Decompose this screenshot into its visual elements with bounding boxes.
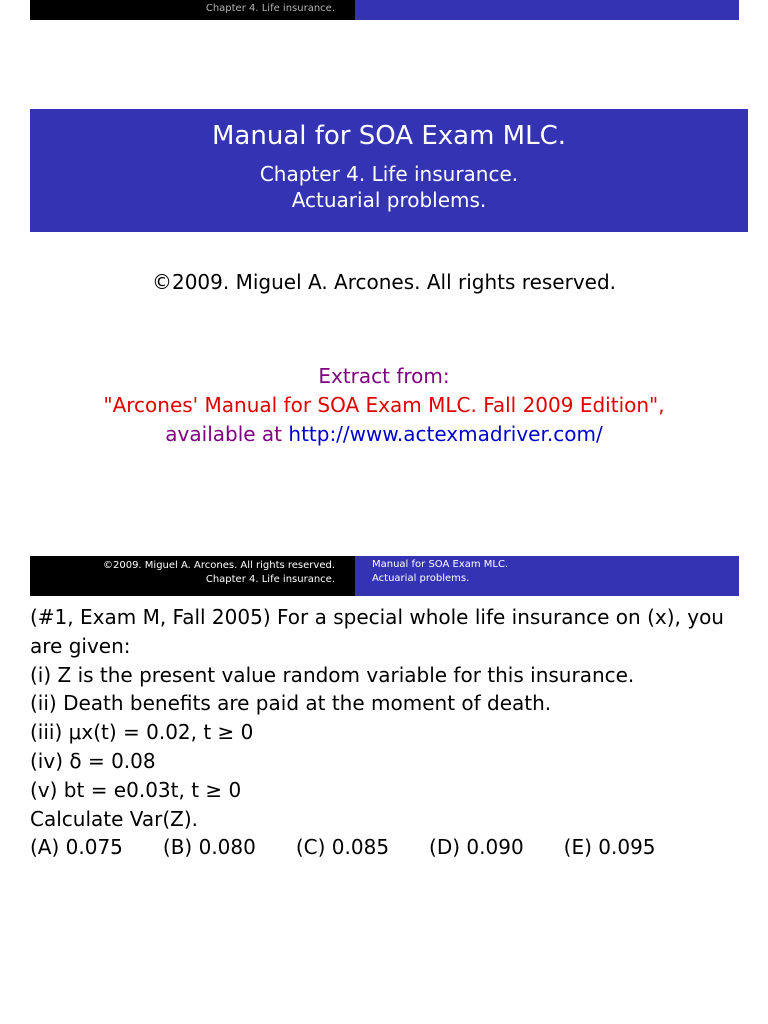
given-item-v: (v) bt = e0.03t, t ≥ 0 [30, 777, 242, 802]
slide1-header-left [30, 0, 355, 20]
choice-c: (C) 0.085 [295, 835, 390, 860]
problem-intro-line-2: are given: [30, 633, 131, 658]
extract-title: "Arcones' Manual for SOA Exam MLC. Fall 2009 Edition", [103, 393, 665, 417]
answer-choices [30, 833, 745, 862]
given-item-ii: (ii) Death benefits are paid at the moment of death. [30, 691, 552, 716]
choice-b: (B) 0.080 [162, 835, 256, 860]
slide2-header-section: Actuarial problems. [372, 573, 470, 584]
choice-e: (E) 0.095 [563, 835, 656, 860]
available-prefix: available at [165, 422, 283, 446]
source-link[interactable]: http://www.actexmadriver.com/ [288, 422, 603, 446]
choice-d: (D) 0.090 [429, 835, 524, 860]
given-item-iv: (iv) δ = 0.08 [30, 748, 156, 773]
problem-intro-line-1: (#1, Exam M, Fall 2005) For a special whole life insurance on (x), you [30, 605, 724, 629]
problem-statement [30, 603, 745, 862]
slide2-header-manual: Manual for SOA Exam MLC. [372, 559, 509, 570]
given-item-iii: (iii) μx(t) = 0.02, t ≥ 0 [30, 720, 254, 745]
slide1-header-right [355, 0, 739, 20]
availability-line [0, 420, 768, 449]
subtitle-problems: Actuarial problems. [291, 188, 487, 212]
extract-label: Extract from: [318, 364, 450, 388]
extract-block [0, 362, 768, 449]
choice-a: (A) 0.075 [30, 835, 123, 860]
copyright-notice: ©2009. Miguel A. Arcones. All rights reserved. [151, 270, 617, 294]
main-title: Manual for SOA Exam MLC. [212, 121, 566, 151]
subtitle-chapter: Chapter 4. Life insurance. [259, 162, 519, 186]
slide2-header-right [355, 556, 739, 596]
slide2-header-left [30, 556, 355, 596]
title-block [30, 109, 748, 232]
slide1-header-chapter: Chapter 4. Life insurance. [205, 3, 335, 14]
slide2-header-chapter: Chapter 4. Life insurance. [205, 574, 335, 585]
calculate-line: Calculate Var(Z). [30, 806, 199, 831]
slide2-header-copyright: ©2009. Miguel A. Arcones. All rights reserved. [102, 560, 335, 571]
given-item-i: (i) Z is the present value random variable for this insurance. [30, 662, 635, 687]
